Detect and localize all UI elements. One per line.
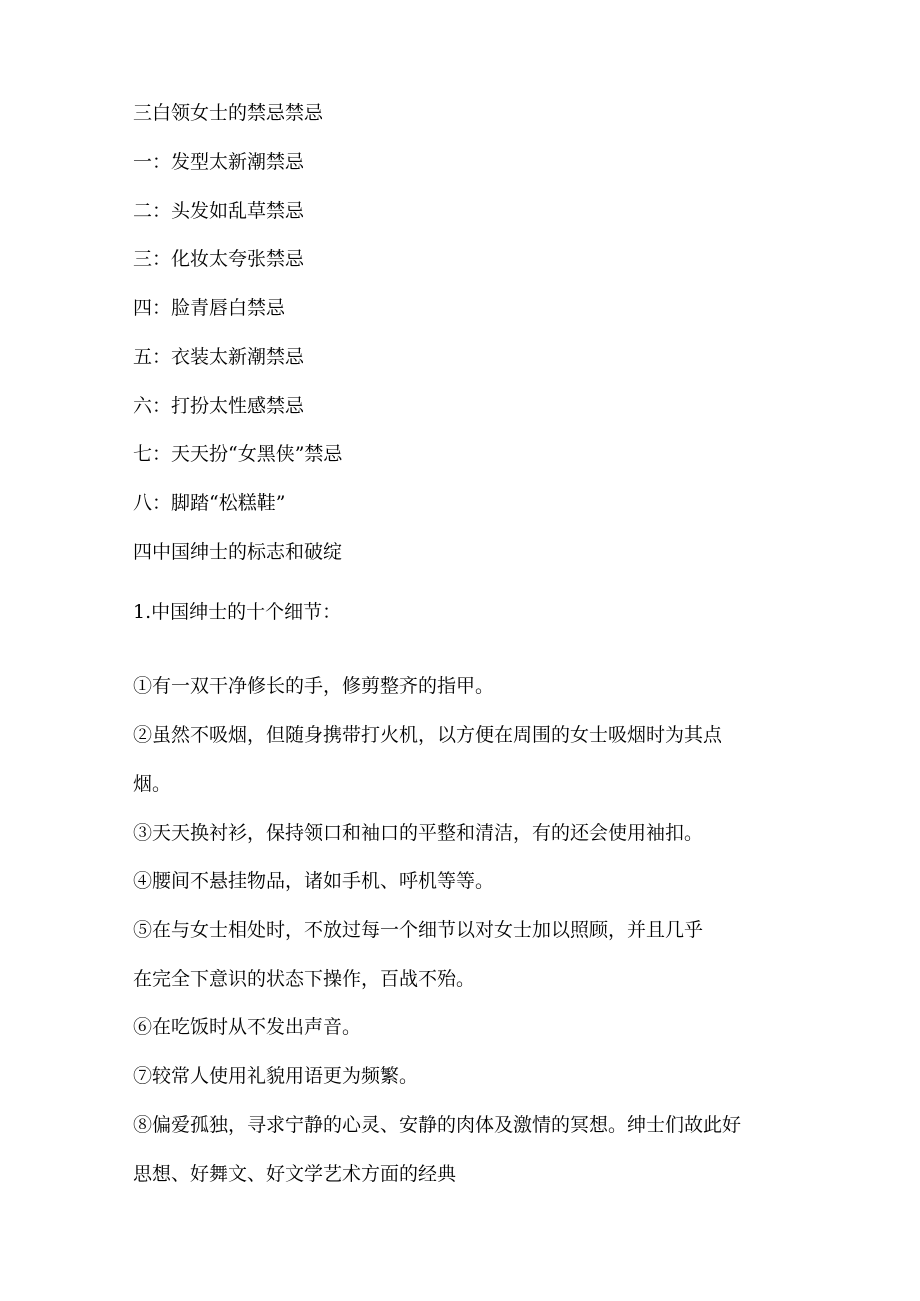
detail-item: ②虽然不吸烟，但随身携带打火机，以方便在周围的女士吸烟时为其点	[133, 724, 723, 746]
taboo-item: 六：打扮太性感禁忌	[133, 395, 305, 417]
detail-item: ⑤在与女士相处时，不放过每一个细节以对女士加以照顾，并且几乎	[133, 919, 704, 941]
section-heading: 四中国绅士的标志和破绽	[133, 541, 343, 563]
detail-item-continued: 烟。	[133, 773, 172, 795]
subsection-heading: 1.中国绅士的十个细节：	[133, 601, 342, 623]
taboo-item: 五：衣装太新潮禁忌	[133, 346, 305, 368]
taboo-item: 二：头发如乱草禁忌	[133, 200, 305, 222]
detail-item: ③天天换衬衫，保持领口和袖口的平整和清洁，有的还会使用袖扣。	[133, 822, 704, 844]
taboo-item: 一：发型太新潮禁忌	[133, 151, 305, 173]
taboo-item: 七：天天扮“女黑侠”禁忌	[133, 443, 343, 465]
section-heading: 三白领女士的禁忌禁忌	[133, 102, 324, 124]
taboo-item: 四：脸青唇白禁忌	[133, 297, 286, 319]
detail-item-continued: 思想、好舞文、好文学艺术方面的经典	[133, 1163, 457, 1185]
detail-item: ①有一双干净修长的手，修剪整齐的指甲。	[133, 675, 495, 697]
detail-item: ⑥在吃饭时从不发出声音。	[133, 1016, 362, 1038]
taboo-item: 三：化妆太夸张禁忌	[133, 248, 305, 270]
detail-item: ⑧偏爱孤独，寻求宁静的心灵、安静的肉体及激情的冥想。绅士们故此好	[133, 1114, 742, 1136]
detail-item: ⑦较常人使用礼貌用语更为频繁。	[133, 1065, 419, 1087]
detail-item: ④腰间不悬挂物品，诸如手机、呼机等等。	[133, 870, 495, 892]
taboo-item: 八：脚踏“松糕鞋”	[133, 492, 286, 514]
detail-item-continued: 在完全下意识的状态下操作，百战不殆。	[133, 968, 476, 990]
